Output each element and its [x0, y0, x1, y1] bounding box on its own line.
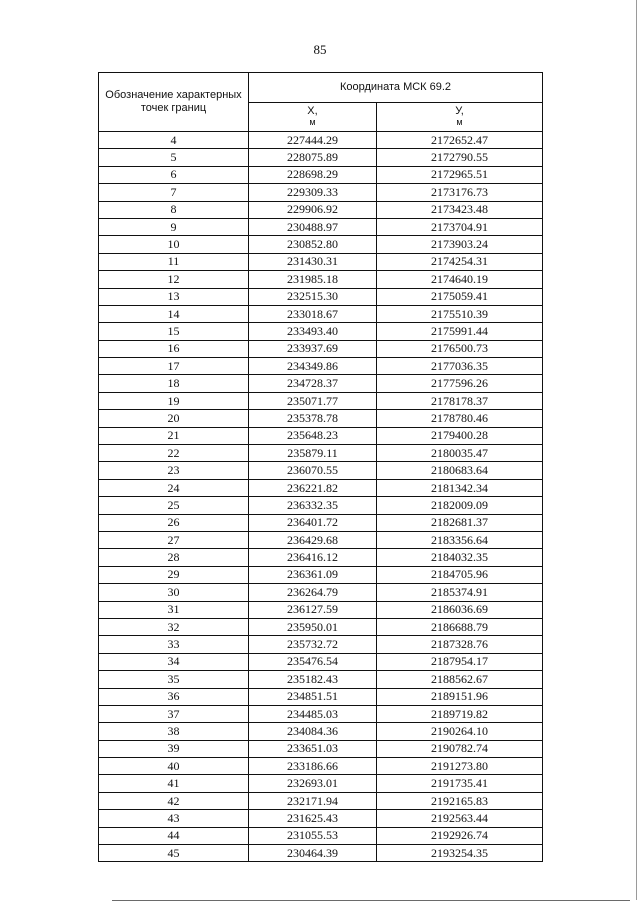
x-unit: м: [309, 117, 316, 128]
y-coordinate-cell: 2176500.73: [377, 340, 543, 357]
table-row: [99, 671, 543, 688]
x-coordinate-cell: 232515.30: [249, 288, 377, 305]
x-coordinate-cell: 235648.23: [249, 427, 377, 444]
table-row: [99, 427, 543, 444]
table-row: [99, 253, 543, 270]
table-row: [99, 705, 543, 722]
x-coordinate-cell: 236070.55: [249, 462, 377, 479]
y-coordinate-cell: 2180035.47: [377, 445, 543, 462]
x-coordinate-cell: 233651.03: [249, 740, 377, 757]
table-row: [99, 340, 543, 357]
point-id-cell: 41: [99, 775, 249, 792]
y-coordinate-cell: 2188562.67: [377, 671, 543, 688]
x-coordinate-cell: 236401.72: [249, 514, 377, 531]
x-label: X,: [307, 105, 318, 118]
y-coordinate-cell: 2182009.09: [377, 497, 543, 514]
table-row: [99, 514, 543, 531]
y-coordinate-cell: 2184705.96: [377, 566, 543, 583]
y-coordinate-cell: 2175510.39: [377, 305, 543, 322]
point-id-cell: 6: [99, 166, 249, 183]
point-id-cell: 44: [99, 827, 249, 844]
y-coordinate-cell: 2187954.17: [377, 653, 543, 670]
y-coordinate-cell: 2190264.10: [377, 723, 543, 740]
point-id-cell: 16: [99, 340, 249, 357]
point-id-cell: 28: [99, 549, 249, 566]
y-coordinate-cell: 2178780.46: [377, 410, 543, 427]
x-coordinate-cell: 231625.43: [249, 810, 377, 827]
point-id-cell: 45: [99, 845, 249, 862]
table-row: [99, 271, 543, 288]
point-id-cell: 43: [99, 810, 249, 827]
table-row: [99, 462, 543, 479]
point-id-cell: 36: [99, 688, 249, 705]
table-row: [99, 688, 543, 705]
table-row: [99, 218, 543, 235]
point-id-cell: 40: [99, 758, 249, 775]
table-row: [99, 740, 543, 757]
x-coordinate-cell: 236332.35: [249, 497, 377, 514]
y-column-header: [377, 102, 543, 132]
x-coordinate-cell: 234084.36: [249, 723, 377, 740]
x-coordinate-cell: 231055.53: [249, 827, 377, 844]
y-coordinate-cell: 2173903.24: [377, 236, 543, 253]
point-id-cell: 8: [99, 201, 249, 218]
table-body: [99, 132, 543, 862]
y-coordinate-cell: 2189719.82: [377, 705, 543, 722]
point-id-cell: 27: [99, 531, 249, 548]
table-row: [99, 810, 543, 827]
table-row: [99, 184, 543, 201]
y-coordinate-cell: 2172790.55: [377, 149, 543, 166]
x-coordinate-cell: 235071.77: [249, 392, 377, 409]
table-row: [99, 758, 543, 775]
point-id-cell: 35: [99, 671, 249, 688]
points-column-header: Обозначение характерных точек границ: [99, 73, 249, 132]
point-id-cell: 20: [99, 410, 249, 427]
coordinate-system-header: Координата МСК 69.2: [249, 73, 543, 103]
y-coordinate-cell: 2189151.96: [377, 688, 543, 705]
point-id-cell: 22: [99, 445, 249, 462]
y-coordinate-cell: 2192563.44: [377, 810, 543, 827]
y-coordinate-cell: 2177596.26: [377, 375, 543, 392]
y-coordinate-cell: 2192926.74: [377, 827, 543, 844]
x-coordinate-cell: 229906.92: [249, 201, 377, 218]
x-coordinate-cell: 229309.33: [249, 184, 377, 201]
x-coordinate-cell: 235476.54: [249, 653, 377, 670]
point-id-cell: 17: [99, 358, 249, 375]
point-id-cell: 30: [99, 584, 249, 601]
x-coordinate-cell: 233186.66: [249, 758, 377, 775]
x-coordinate-cell: 227444.29: [249, 132, 377, 149]
y-coordinate-cell: 2185374.91: [377, 584, 543, 601]
y-coordinate-cell: 2180683.64: [377, 462, 543, 479]
y-coordinate-cell: 2186036.69: [377, 601, 543, 618]
table-row: [99, 618, 543, 635]
point-id-cell: 12: [99, 271, 249, 288]
y-coordinate-cell: 2174640.19: [377, 271, 543, 288]
table-row: [99, 549, 543, 566]
table-row: [99, 497, 543, 514]
point-id-cell: 34: [99, 653, 249, 670]
x-coordinate-cell: 235732.72: [249, 636, 377, 653]
y-label: У,: [455, 105, 464, 118]
point-id-cell: 42: [99, 792, 249, 809]
x-coordinate-cell: 235378.78: [249, 410, 377, 427]
table-row: [99, 775, 543, 792]
y-coordinate-cell: 2174254.31: [377, 253, 543, 270]
y-coordinate-cell: 2172965.51: [377, 166, 543, 183]
table-row: [99, 601, 543, 618]
x-coordinate-cell: 228698.29: [249, 166, 377, 183]
y-coordinate-cell: 2191735.41: [377, 775, 543, 792]
point-id-cell: 10: [99, 236, 249, 253]
table-row: [99, 723, 543, 740]
point-id-cell: 14: [99, 305, 249, 322]
point-id-cell: 37: [99, 705, 249, 722]
x-coordinate-cell: 235950.01: [249, 618, 377, 635]
y-coordinate-cell: 2186688.79: [377, 618, 543, 635]
point-id-cell: 31: [99, 601, 249, 618]
x-coordinate-cell: 236264.79: [249, 584, 377, 601]
point-id-cell: 5: [99, 149, 249, 166]
x-coordinate-cell: 231985.18: [249, 271, 377, 288]
y-coordinate-cell: 2179400.28: [377, 427, 543, 444]
x-coordinate-cell: 230488.97: [249, 218, 377, 235]
point-id-cell: 25: [99, 497, 249, 514]
y-coordinate-cell: 2173704.91: [377, 218, 543, 235]
table-row: [99, 166, 543, 183]
y-coordinate-cell: 2184032.35: [377, 549, 543, 566]
table-row: [99, 201, 543, 218]
point-id-cell: 13: [99, 288, 249, 305]
point-id-cell: 18: [99, 375, 249, 392]
table-row: [99, 392, 543, 409]
table-row: [99, 584, 543, 601]
point-id-cell: 33: [99, 636, 249, 653]
table-row: [99, 358, 543, 375]
point-id-cell: 15: [99, 323, 249, 340]
x-coordinate-cell: 230464.39: [249, 845, 377, 862]
x-coordinate-cell: 236416.12: [249, 549, 377, 566]
scan-bottom-edge: [112, 900, 630, 901]
y-coordinate-cell: 2193254.35: [377, 845, 543, 862]
y-coordinate-cell: 2175059.41: [377, 288, 543, 305]
y-coordinate-cell: 2178178.37: [377, 392, 543, 409]
y-coordinate-cell: 2190782.74: [377, 740, 543, 757]
page-number: 85: [313, 42, 327, 57]
x-coordinate-cell: 235879.11: [249, 445, 377, 462]
y-coordinate-cell: 2172652.47: [377, 132, 543, 149]
y-unit: м: [456, 117, 463, 128]
y-coordinate-cell: 2191273.80: [377, 758, 543, 775]
table-row: [99, 792, 543, 809]
y-coordinate-cell: 2181342.34: [377, 479, 543, 496]
point-id-cell: 38: [99, 723, 249, 740]
point-id-cell: 11: [99, 253, 249, 270]
x-coordinate-cell: 236361.09: [249, 566, 377, 583]
x-coordinate-cell: 233493.40: [249, 323, 377, 340]
x-column-header: [249, 102, 377, 132]
table-row: [99, 149, 543, 166]
table-row: [99, 132, 543, 149]
table-row: [99, 636, 543, 653]
scan-right-edge: [636, 0, 637, 900]
y-coordinate-cell: 2192165.83: [377, 792, 543, 809]
x-coordinate-cell: 232171.94: [249, 792, 377, 809]
table-row: [99, 323, 543, 340]
point-id-cell: 32: [99, 618, 249, 635]
x-coordinate-cell: 231430.31: [249, 253, 377, 270]
table-row: [99, 479, 543, 496]
y-coordinate-cell: 2177036.35: [377, 358, 543, 375]
point-id-cell: 7: [99, 184, 249, 201]
point-id-cell: 29: [99, 566, 249, 583]
x-coordinate-cell: 236221.82: [249, 479, 377, 496]
x-coordinate-cell: 234349.86: [249, 358, 377, 375]
table-row: [99, 653, 543, 670]
x-coordinate-cell: 234851.51: [249, 688, 377, 705]
point-id-cell: 9: [99, 218, 249, 235]
table-row: [99, 410, 543, 427]
x-coordinate-cell: 233018.67: [249, 305, 377, 322]
x-coordinate-cell: 235182.43: [249, 671, 377, 688]
point-id-cell: 21: [99, 427, 249, 444]
table-row: [99, 445, 543, 462]
y-coordinate-cell: 2173423.48: [377, 201, 543, 218]
x-coordinate-cell: 236429.68: [249, 531, 377, 548]
point-id-cell: 26: [99, 514, 249, 531]
point-id-cell: 19: [99, 392, 249, 409]
point-id-cell: 24: [99, 479, 249, 496]
y-coordinate-cell: 2182681.37: [377, 514, 543, 531]
x-coordinate-cell: 234485.03: [249, 705, 377, 722]
x-coordinate-cell: 234728.37: [249, 375, 377, 392]
y-coordinate-cell: 2173176.73: [377, 184, 543, 201]
point-id-cell: 39: [99, 740, 249, 757]
coordinates-table: [98, 72, 543, 862]
table-row: [99, 827, 543, 844]
table-row: [99, 845, 543, 862]
point-id-cell: 4: [99, 132, 249, 149]
x-coordinate-cell: 232693.01: [249, 775, 377, 792]
table-row: [99, 236, 543, 253]
table-row: [99, 375, 543, 392]
table-row: [99, 305, 543, 322]
x-coordinate-cell: 230852.80: [249, 236, 377, 253]
x-coordinate-cell: 228075.89: [249, 149, 377, 166]
x-coordinate-cell: 236127.59: [249, 601, 377, 618]
point-id-cell: 23: [99, 462, 249, 479]
y-coordinate-cell: 2175991.44: [377, 323, 543, 340]
y-coordinate-cell: 2183356.64: [377, 531, 543, 548]
table-row: [99, 531, 543, 548]
table-row: [99, 288, 543, 305]
y-coordinate-cell: 2187328.76: [377, 636, 543, 653]
table-row: [99, 566, 543, 583]
x-coordinate-cell: 233937.69: [249, 340, 377, 357]
